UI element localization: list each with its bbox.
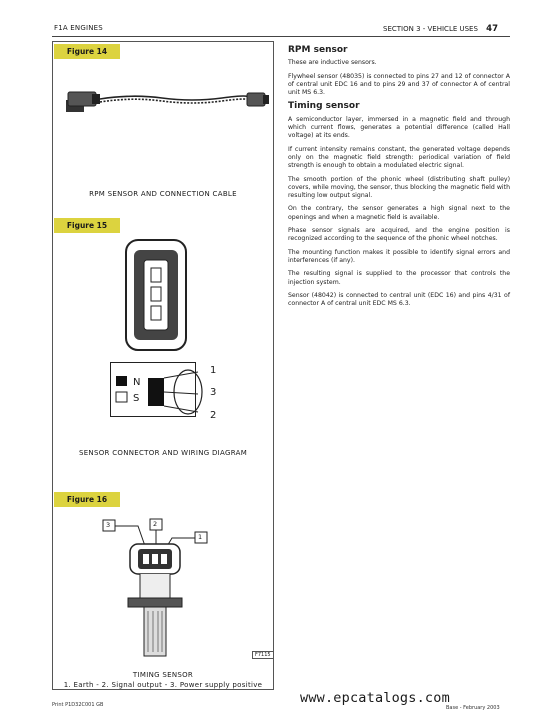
timing-sensor-heading: Timing sensor	[288, 101, 360, 112]
header-section	[383, 24, 498, 34]
figure-id-tag: F7115	[252, 651, 274, 659]
footer-edition: Base - February 2003	[446, 705, 500, 711]
wiring-pin-1: 1	[210, 365, 217, 376]
rpm-paragraph: Flywheel sensor (48035) is connected to pins 27 and 12 of connector A of central unit EDC 16 and to pins 29 and 37 of connector A of central unit MS 6.3.	[288, 72, 510, 97]
rpm-paragraph: These are inductive sensors.	[288, 59, 377, 67]
watermark: www.epcatalogs.com	[300, 690, 450, 706]
text-column	[288, 41, 510, 313]
callout-1: 1	[198, 533, 203, 541]
rpm-sensor-illustration	[62, 84, 272, 126]
wiring-pin-3: 3	[210, 387, 217, 398]
timing-paragraph: The smooth portion of the phonic wheel (distributing shaft pulley) covers, while moving, the sensor, thus blocking the magnetic field with resulting low output signal.	[288, 175, 510, 200]
footer-print-code: Print P1D32C001 GB	[52, 702, 104, 708]
figure-16-caption-detail: 1. Earth - 2. Signal output - 3. Power supply positive	[63, 681, 263, 689]
header-divider	[52, 36, 510, 37]
figure-16-label: Figure 16	[54, 492, 120, 507]
figure-16-caption-title: TIMING SENSOR	[132, 671, 194, 679]
wiring-n-label: N	[133, 377, 141, 388]
timing-paragraph: Sensor (48042) is connected to central unit (EDC 16) and pins 4/31 of connector A of central unit EDC MS 6.3.	[288, 291, 510, 308]
header-engine-label: F1A ENGINES	[54, 24, 103, 32]
timing-paragraph: A semiconductor layer, immersed in a magnetic field and through which current flows, generates a potential difference (called Hall voltage) at its ends.	[288, 115, 510, 140]
figure-15-label: Figure 15	[54, 218, 120, 233]
timing-paragraph: Phase sensor signals are acquired, and the engine position is recognized according to the sequence of the phonic wheel notches.	[288, 227, 510, 243]
callout-3: 3	[106, 521, 111, 529]
timing-paragraph: The resulting signal is supplied to the processor that controls the injection system.	[288, 270, 510, 286]
wiring-pin-2: 2	[210, 410, 217, 421]
timing-paragraph: If current intensity remains constant, the generated voltage depends only on the magnetic field strength: periodical variation of field strength is enough to obtain a modulated electric signal.	[288, 145, 510, 170]
callout-2: 2	[153, 520, 158, 528]
page-number: 47	[486, 24, 498, 34]
rpm-sensor-heading: RPM sensor	[288, 45, 348, 55]
wiring-s-label: S	[133, 393, 140, 404]
figure-14-label: Figure 14	[54, 44, 120, 59]
figure-15-caption: SENSOR CONNECTOR AND WIRING DIAGRAM	[78, 449, 248, 457]
header-section-title: SECTION 3 - VEHICLE USES	[383, 25, 478, 33]
sensor-connector-illustration	[124, 238, 188, 352]
figure-14-caption: RPM SENSOR AND CONNECTION CABLE	[89, 190, 237, 198]
timing-paragraph: On the contrary, the sensor generates a high signal next to the openings and when a magnetic field is available.	[288, 205, 510, 221]
timing-paragraph: The mounting function makes it possible to identify signal errors and interferences (if any).	[288, 248, 510, 264]
